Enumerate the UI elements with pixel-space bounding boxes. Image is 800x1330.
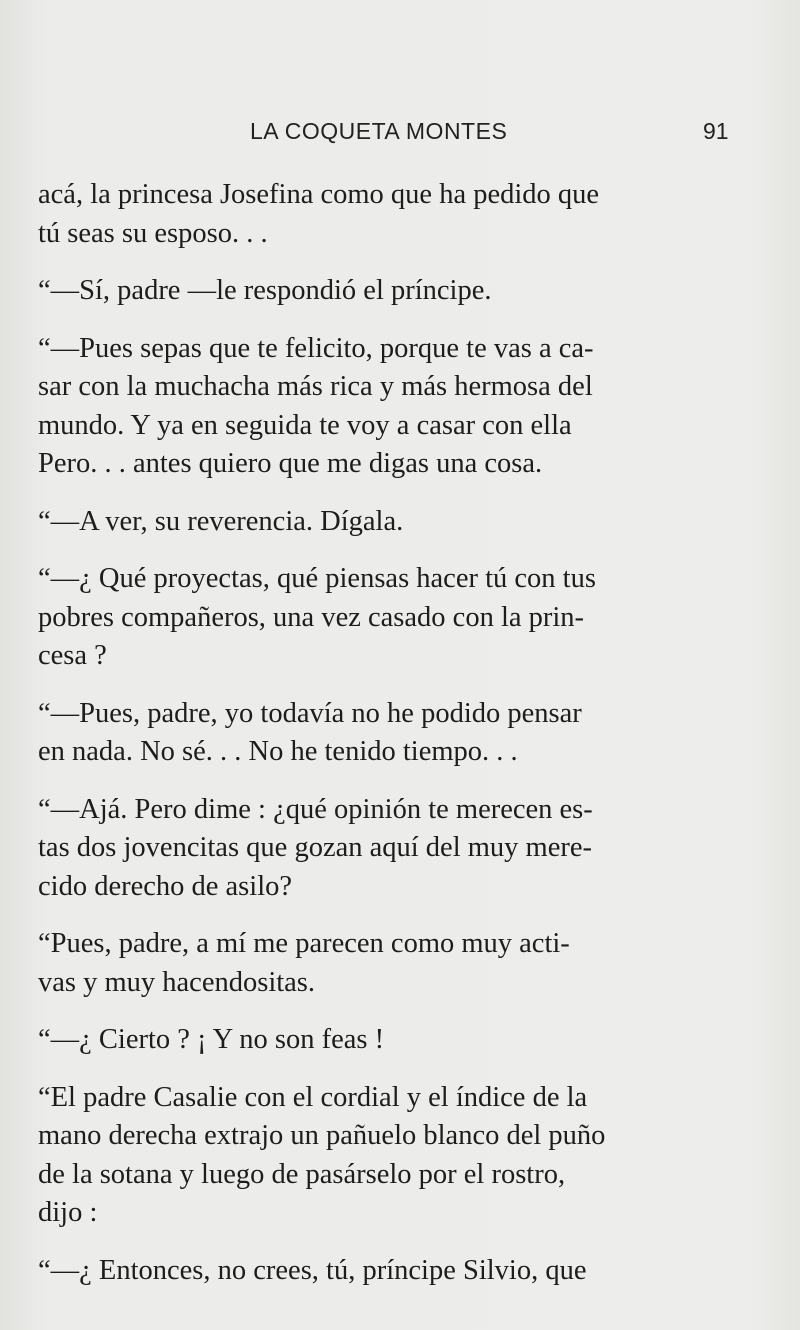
paragraph	[38, 695, 750, 772]
paragraph	[38, 1079, 750, 1233]
running-header	[0, 118, 800, 148]
text-line: pobres compañeros, una vez casado con la prin-	[38, 601, 585, 633]
paragraph	[38, 330, 750, 484]
text-line: acá, la princesa Josefina como que ha pedido que	[38, 179, 600, 210]
text-line: “—Sí, padre —le respondió el príncipe.	[38, 275, 492, 306]
text-line: cesa ?	[38, 640, 107, 671]
text-line: “—¿ Qué proyectas, qué piensas hacer tú con tus	[38, 563, 596, 594]
paragraph	[38, 1252, 750, 1291]
paragraph	[38, 503, 750, 542]
paragraph	[38, 791, 750, 907]
text-line: “—¿ Entonces, no crees, tú, príncipe Silvio, que	[38, 1254, 587, 1286]
text-line: “—Pues, padre, yo todavía no he podido pensar	[38, 697, 582, 729]
text-line: “—A ver, su reverencia. Dígala.	[38, 505, 404, 537]
text-line: sar con la muchacha más rica y más hermosa del	[38, 371, 593, 402]
chapter-title: LA COQUETA MONTES	[250, 118, 508, 144]
text-line: vas y muy hacendositas.	[38, 966, 316, 998]
text-line: cido derecho de asilo?	[38, 870, 293, 902]
text-line: mundo. Y ya en seguida te voy a casar con ella	[38, 409, 572, 441]
text-line: tú seas su esposo. . .	[38, 217, 268, 249]
text-line: “El padre Casalie con el cordial y el índice de la	[38, 1081, 588, 1113]
body-text	[38, 176, 750, 1309]
text-line: “Pues, padre, a mí me parecen como muy acti-	[38, 928, 570, 959]
paragraph	[38, 925, 750, 1002]
text-line: en nada. No sé. . . No he tenido tiempo. . .	[38, 736, 518, 767]
page-number: 91	[703, 118, 729, 144]
text-line: “—¿ Cierto ? ¡ Y no son feas !	[38, 1024, 385, 1055]
text-line: “—Ajá. Pero dime : ¿qué opinión te merecen es-	[38, 793, 593, 825]
text-line: dijo :	[38, 1197, 98, 1228]
text-line: “—Pues sepas que te felicito, porque te vas a ca-	[38, 332, 594, 364]
text-line: de la sotana y luego de pasárselo por el rostro,	[38, 1158, 566, 1190]
text-line: mano derecha extrajo un pañuelo blanco del puño	[38, 1120, 606, 1151]
paragraph	[38, 176, 750, 253]
paragraph	[38, 1021, 750, 1060]
text-line: Pero. . . antes quiero que me digas una cosa.	[38, 448, 543, 479]
text-line: tas dos jovencitas que gozan aquí del muy mere-	[38, 832, 592, 863]
paragraph	[38, 560, 750, 676]
paragraph	[38, 272, 750, 311]
